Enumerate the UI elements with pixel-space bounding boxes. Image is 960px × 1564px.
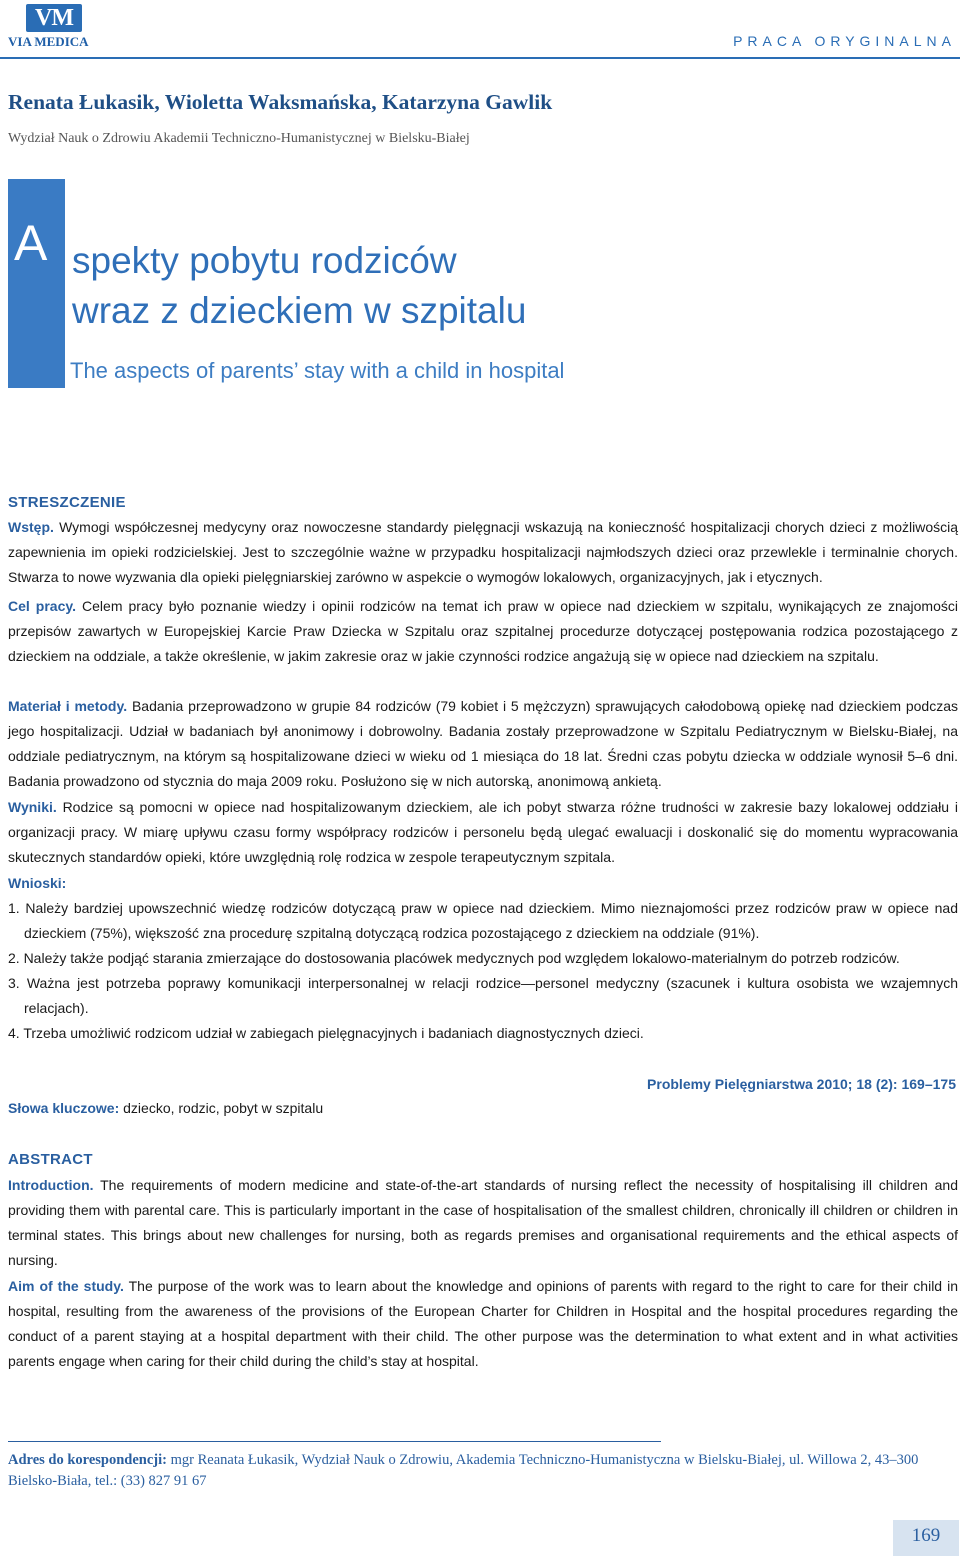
authors: Renata Łukasik, Wioletta Waksmańska, Katarzyna Gawlik	[8, 90, 553, 114]
introduction-paragraph	[8, 1173, 958, 1273]
wyniki-text: Rodzice są pomocni w opiece nad hospitalizowanym dzieckiem, ale ich pobyt stwarza różne trudności w zakresie bazy lokalowej oddziału i organizacji pracy. W miarę upływu czasu formy współpracy rodziców i personelu będą ulegać ewaluacji i doskonalić się do momentu wypracowania skutecznych standardów opieki, które uwzględnią rolę rodzica w zespole terapeutycznym szpitala.	[8, 799, 958, 865]
cel-label: Cel pracy.	[8, 598, 77, 614]
journal-citation: Problemy Pielęgniarstwa 2010; 18 (2): 169–175	[647, 1076, 956, 1092]
list-item: 2. Należy także podjąć starania zmierzające do dostosowania placówek medycznych pod względem lokalowo-materialnym do potrzeb rodziców.	[8, 950, 900, 966]
introduction-text: The requirements of modern medicine and state-of-the-art standards of nursing reflect the necessity of hospitalising ill children and providing them with parental care. This is particularly important in the case of hospitalisation of the smallest children, chronically ill children or children in terminal states. This brings about new challenges for nursing, both as regards premises and organisational requirements and the ethical aspects of nursing.	[8, 1177, 958, 1268]
header-divider	[0, 57, 960, 59]
keywords-text: dziecko, rodzic, pobyt w szpitalu	[119, 1100, 324, 1116]
logo-text: VIA MEDICA	[8, 34, 89, 49]
title-accent-bar	[8, 179, 65, 388]
wnioski-label: Wnioski:	[8, 875, 67, 891]
material-paragraph	[8, 694, 958, 794]
aim-text: The purpose of the work was to learn about the knowledge and opinions of parents with regard to the right to care for their child in hospital, resulting from the awareness of the provisions of the European Charter for Children in Hospital and the hospital procedures regarding the conduct of a parent staying at a hospital department with their child. The other purpose was the determination to what extent and in what activities parents engage when caring for their child during the child’s stay at hospital.	[8, 1278, 958, 1369]
footnote-divider	[8, 1441, 661, 1442]
wnioski-heading-line	[8, 871, 958, 896]
abstract-heading: ABSTRACT	[8, 1151, 93, 1168]
section-label: PRACA ORYGINALNA	[733, 33, 956, 49]
introduction-label: Introduction.	[8, 1177, 94, 1193]
material-text: Badania przeprowadzono w grupie 84 rodziców (79 kobiet i 5 mężczyzn) sprawujących całodobową opiekę nad dzieckiem podczas jego hospitalizacji. Udział w badaniach był anonimowy i dobrowolny. Badania zostały przeprowadzone w Szpitalu Pediatrycznym w Bielsku-Białej, na oddziale pediatrycznym, na którym są hospitalizowane dzieci w wieku od 1 miesiąca do 18 lat. Średni czas pobytu dziecka w oddziale wynosił 5–6 dni. Badania prowadzono od stycznia do maja 2009 roku. Posłużono się w nich autorską, anonimową ankietą.	[8, 698, 959, 789]
keywords	[8, 1100, 323, 1116]
wstep-text: Wymogi współczesnej medycyny oraz nowoczesne standardy pielęgnacji wskazują na konieczność hospitalizacji chorych dzieci z możliwością zapewnienia im opieki rodzicielskiej. Jest to szczególnie ważne w przypadku hospitalizacji najmłodszych dzieci oraz przewlekle i terminalnie chorych. Stwarza to nowe wyzwania dla opieki pielęgniarskiej zarówno w aspekcie o wymogów lokalowych, organizacyjnych, jak i etycznych.	[8, 519, 958, 585]
wyniki-paragraph	[8, 795, 958, 870]
keywords-label: Słowa kluczowe:	[8, 1100, 120, 1116]
aim-label: Aim of the study.	[8, 1278, 124, 1294]
affiliation: Wydział Nauk o Zdrowiu Akademii Techniczno-Humanistycznej w Bielsku-Białej	[8, 131, 470, 146]
cel-text: Celem pracy było poznanie wiedzy i opinii rodziców na temat ich praw w opiece nad dzieckiem w szpitalu, wynikających ze znajomości przepisów zawartych w Europejskiej Karcie Praw Dziecka w Szpitalu oraz szpitalnej procedurze dotyczącej postępowania rodzica pozostającego z dzieckiem na oddziale, a także określenie, w jakim zakresie oraz w jakie czynności rodzice angażują się w opiece nad dzieckiem na szpitalu.	[8, 598, 958, 664]
title-english: The aspects of parents’ stay with a child in hospital	[70, 358, 565, 383]
streszczenie-heading: STRESZCZENIE	[8, 494, 126, 511]
publisher-logo	[8, 4, 100, 50]
correspondence-label: Adres do korespondencji:	[8, 1452, 167, 1468]
material-label: Materiał i metody.	[8, 698, 128, 714]
title-line-2: wraz z dzieckiem w szpitalu	[72, 290, 527, 331]
wyniki-label: Wyniki.	[8, 799, 57, 815]
wstep-paragraph	[8, 515, 958, 590]
title-line-1: spekty pobytu rodziców	[72, 240, 457, 281]
list-item: 1. Należy bardziej upowszechnić wiedzę rodziców dotyczącą praw w opiece nad dzieckiem. Mimo nieznajomości przez rodziców praw w opiece nad dzieckiem (75%), większość zna procedurę szpitalną dotyczącą rodzica pozostającego z dzieckiem na oddziale (91%).	[8, 900, 958, 941]
logo-initials: VM	[35, 5, 73, 31]
wnioski-list	[8, 896, 958, 1046]
correspondence	[8, 1450, 958, 1492]
title-initial: A	[14, 215, 48, 271]
page-number: 169	[911, 1525, 941, 1546]
list-item: 3. Ważna jest potrzeba poprawy komunikacji interpersonalnej w relacji rodzice—personel medyczny (szacunek i kultura osobista we wzajemnych relacjach).	[8, 975, 958, 1016]
wstep-label: Wstęp.	[8, 519, 54, 535]
aim-paragraph	[8, 1274, 958, 1374]
correspondence-text: mgr Reanata Łukasik, Wydział Nauk o Zdrowiu, Akademia Techniczno-Humanistyczna w Bielsku-Białej, ul. Willowa 2, 43–300 Bielsko-Biała, tel.: (33) 827 91 67	[8, 1452, 919, 1489]
list-item: 4. Trzeba umożliwić rodzicom udział w zabiegach pielęgnacyjnych i badaniach diagnostycznych dzieci.	[8, 1025, 644, 1041]
cel-paragraph	[8, 594, 958, 669]
